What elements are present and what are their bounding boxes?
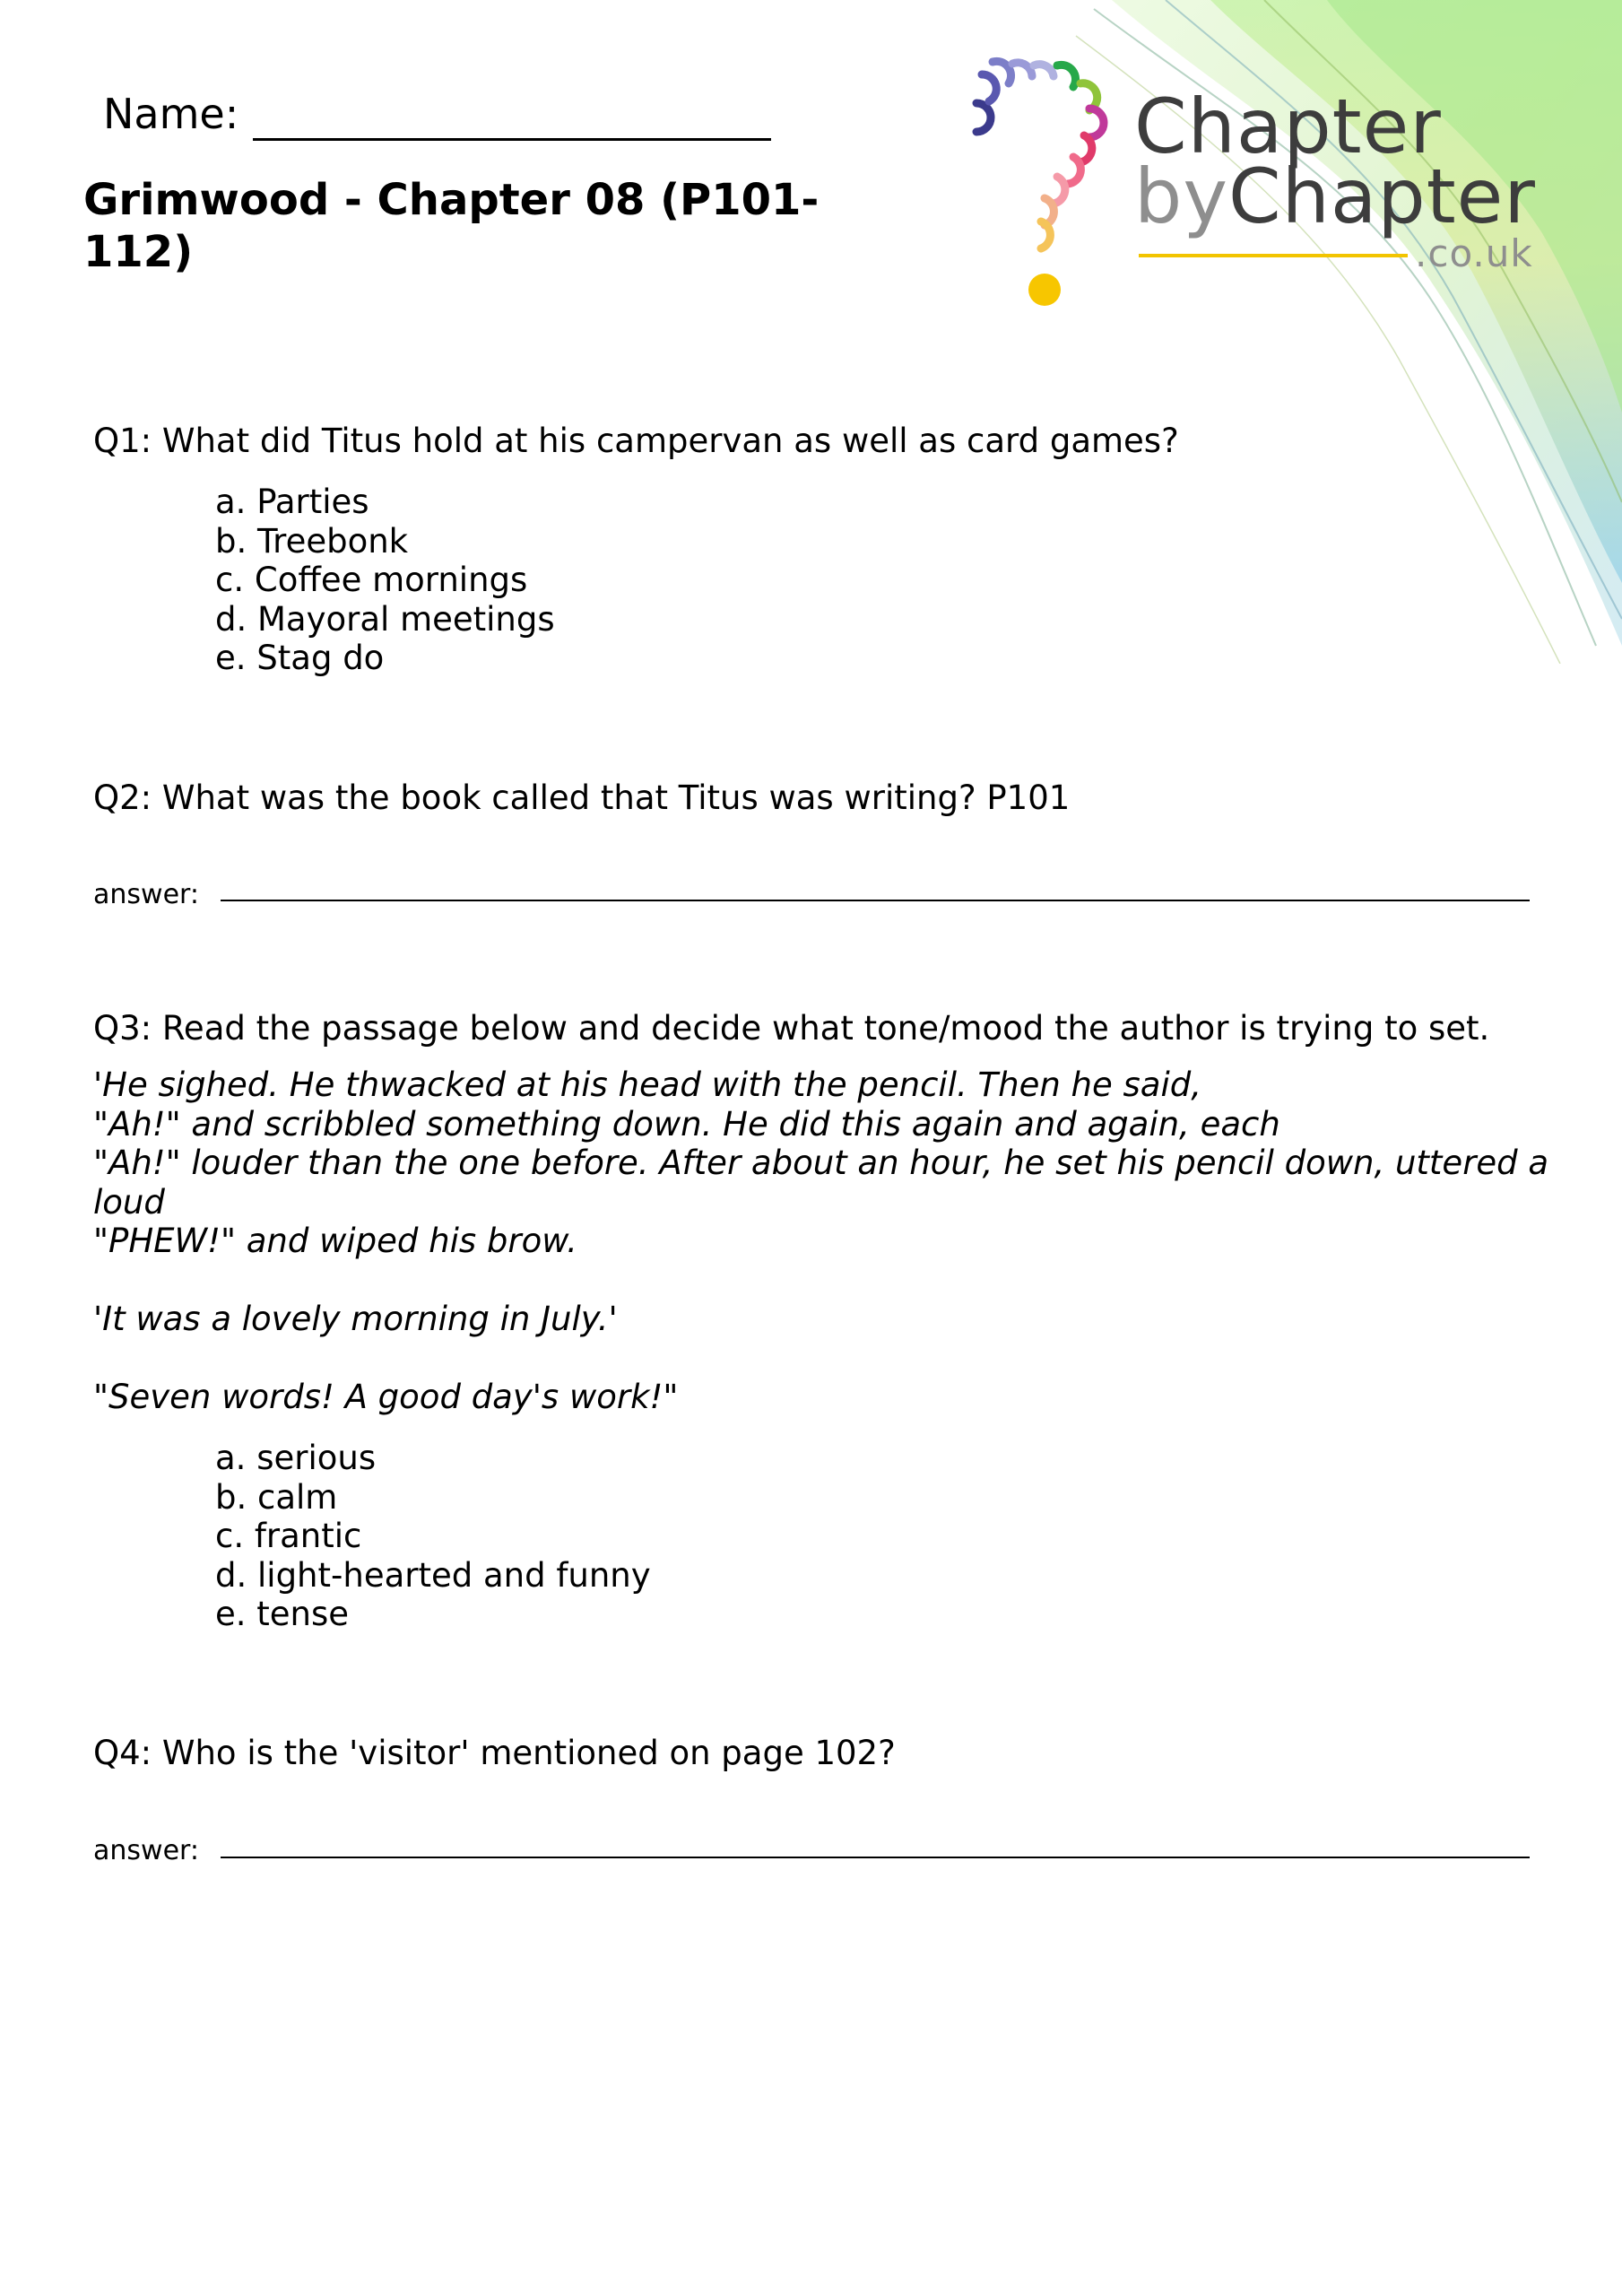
q1-option-b[interactable]: b. Treebonk [215, 521, 409, 561]
logo-underline [1139, 254, 1408, 257]
q3-option-c[interactable]: c. frantic [215, 1517, 362, 1555]
passage-line: "Ah!" louder than the one before. After about an hour, he set his pencil down, uttered a loud [93, 1144, 1549, 1222]
q2-answer-label: answer: [93, 879, 199, 910]
passage-line: 'It was a lovely morning in July.' [93, 1300, 618, 1338]
worksheet-title: Grimwood - Chapter 08 (P101-112) [83, 175, 820, 277]
logo-text-by: by [1134, 152, 1229, 240]
q1-options [215, 483, 555, 678]
q3-options [215, 1439, 651, 1634]
logo-text-domain: .co.uk [1415, 231, 1533, 275]
q3-prompt: Q3: Read the passage below and decide what tone/mood the author is trying to set. [93, 1009, 1490, 1048]
passage-line: "Seven words! A good day's work!" [93, 1378, 679, 1416]
q1-option-c[interactable]: c. Coffee mornings [215, 561, 528, 599]
q3-option-d[interactable]: d. light-hearted and funny [215, 1555, 651, 1595]
q3-option-b[interactable]: b. calm [215, 1477, 338, 1517]
q2-answer-line[interactable] [221, 900, 1530, 901]
passage-line: "PHEW!" and wiped his brow. [93, 1222, 577, 1260]
q4-answer-line[interactable] [221, 1857, 1530, 1858]
q4-prompt: Q4: Who is the 'visitor' mentioned on page 102? [93, 1734, 896, 1772]
passage-line: 'He sighed. He thwacked at his head with the pencil. Then he said, [93, 1065, 1201, 1104]
q1-option-d[interactable]: d. Mayoral meetings [215, 599, 555, 639]
logo-text-chapter-2: Chapter [1228, 152, 1536, 240]
q3-option-a[interactable]: a. serious [215, 1439, 377, 1477]
q1-prompt: Q1: What did Titus hold at his campervan as well as card games? [93, 422, 1179, 460]
q4-answer-label: answer: [93, 1835, 199, 1866]
q1-option-a[interactable]: a. Parties [215, 483, 369, 521]
q3-option-e[interactable]: e. tense [215, 1595, 350, 1633]
logo-text-chapter: Chapter [1134, 83, 1442, 170]
name-field-line[interactable] [253, 138, 771, 141]
q3-passage [93, 1065, 1573, 1417]
question-mark-books-icon [964, 49, 1116, 318]
q1-option-e[interactable]: e. Stag do [215, 639, 385, 677]
passage-line: "Ah!" and scribbled something down. He did this again and again, each [93, 1104, 1280, 1144]
q2-prompt: Q2: What was the book called that Titus was writing? P101 [93, 778, 1071, 817]
logo-text-bychapter [1134, 152, 1536, 240]
name-label: Name: [103, 90, 239, 138]
